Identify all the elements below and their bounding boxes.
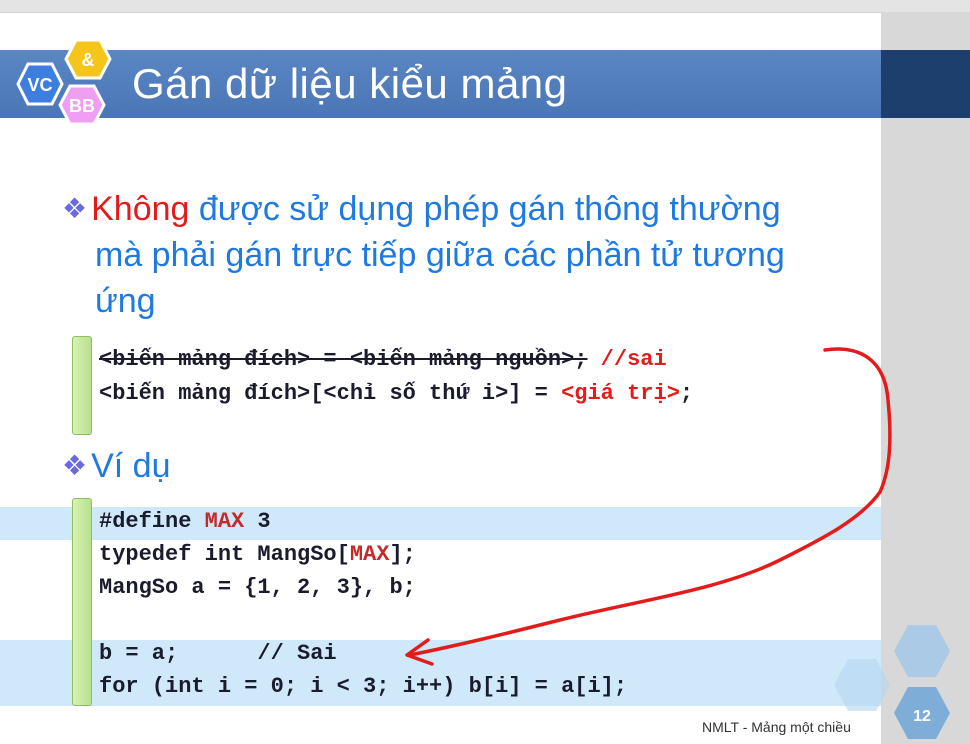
bullet-2-label: Ví dụ	[91, 447, 171, 485]
bullet-1-line-2: mà phải gán trực tiếp giữa các phần tử tương	[95, 236, 785, 274]
page-number: 12	[913, 708, 931, 725]
hex-deco-1	[894, 625, 950, 677]
syntax-line-2-main: <biến mảng đích>[<chỉ số thứ i>] =	[99, 381, 562, 406]
syntax-code-marker	[72, 336, 92, 435]
example-line-1	[99, 505, 627, 538]
diamond-bullet-icon: ❖	[62, 193, 88, 224]
example-line-1-suffix: 3	[244, 509, 271, 534]
title-bar-accent	[881, 50, 970, 118]
syntax-line-1	[99, 343, 693, 377]
syntax-code-block	[99, 343, 693, 411]
example-line-2-keyword: MAX	[349, 542, 390, 567]
example-line-3: MangSo a = {1, 2, 3}, b;	[99, 575, 416, 600]
example-line-4-blank	[99, 604, 627, 637]
bullet-2	[62, 443, 171, 489]
example-line-5: b = a; // Sai	[99, 641, 337, 666]
syntax-line-1-struck: <biến mảng đích> = <biến mảng nguồn>;	[99, 347, 588, 372]
logo-text-top: &	[81, 50, 95, 70]
window-top-bar	[0, 0, 970, 13]
footer-text: NMLT - Mảng một chiều	[702, 719, 851, 735]
syntax-line-1-comment: //sai	[587, 347, 667, 372]
example-code-marker	[72, 498, 92, 706]
diamond-bullet-icon: ❖	[62, 450, 88, 481]
example-line-2-prefix: typedef int MangSo[	[99, 542, 350, 567]
example-line-1-prefix: #define	[99, 509, 205, 534]
example-line-6: for (int i = 0; i < 3; i++) b[i] = a[i];	[99, 674, 628, 699]
example-line-2	[99, 538, 627, 571]
bullet-1-line-3: ứng	[95, 282, 156, 320]
example-line-2-suffix: ];	[389, 542, 416, 567]
logo-text-bottom: BB	[69, 96, 95, 116]
bullet-1-line-1	[62, 186, 882, 232]
hex-deco-2	[834, 659, 890, 711]
slide-title: Gán dữ liệu kiểu mảng	[132, 60, 568, 107]
logo-text-left: VC	[27, 75, 53, 95]
example-code-block	[99, 505, 627, 703]
bullet-1-line-1-text: được sử dụng phép gán thông thường	[189, 190, 781, 228]
syntax-line-2-end: ;	[679, 381, 694, 406]
syntax-line-2	[99, 377, 693, 411]
vc-bb-logo	[10, 38, 120, 132]
example-line-1-keyword: MAX	[204, 509, 245, 534]
syntax-line-2-value: <giá trị>	[561, 381, 680, 406]
bullet-1-highlight: Không	[91, 190, 190, 228]
bullet-1	[62, 186, 882, 324]
